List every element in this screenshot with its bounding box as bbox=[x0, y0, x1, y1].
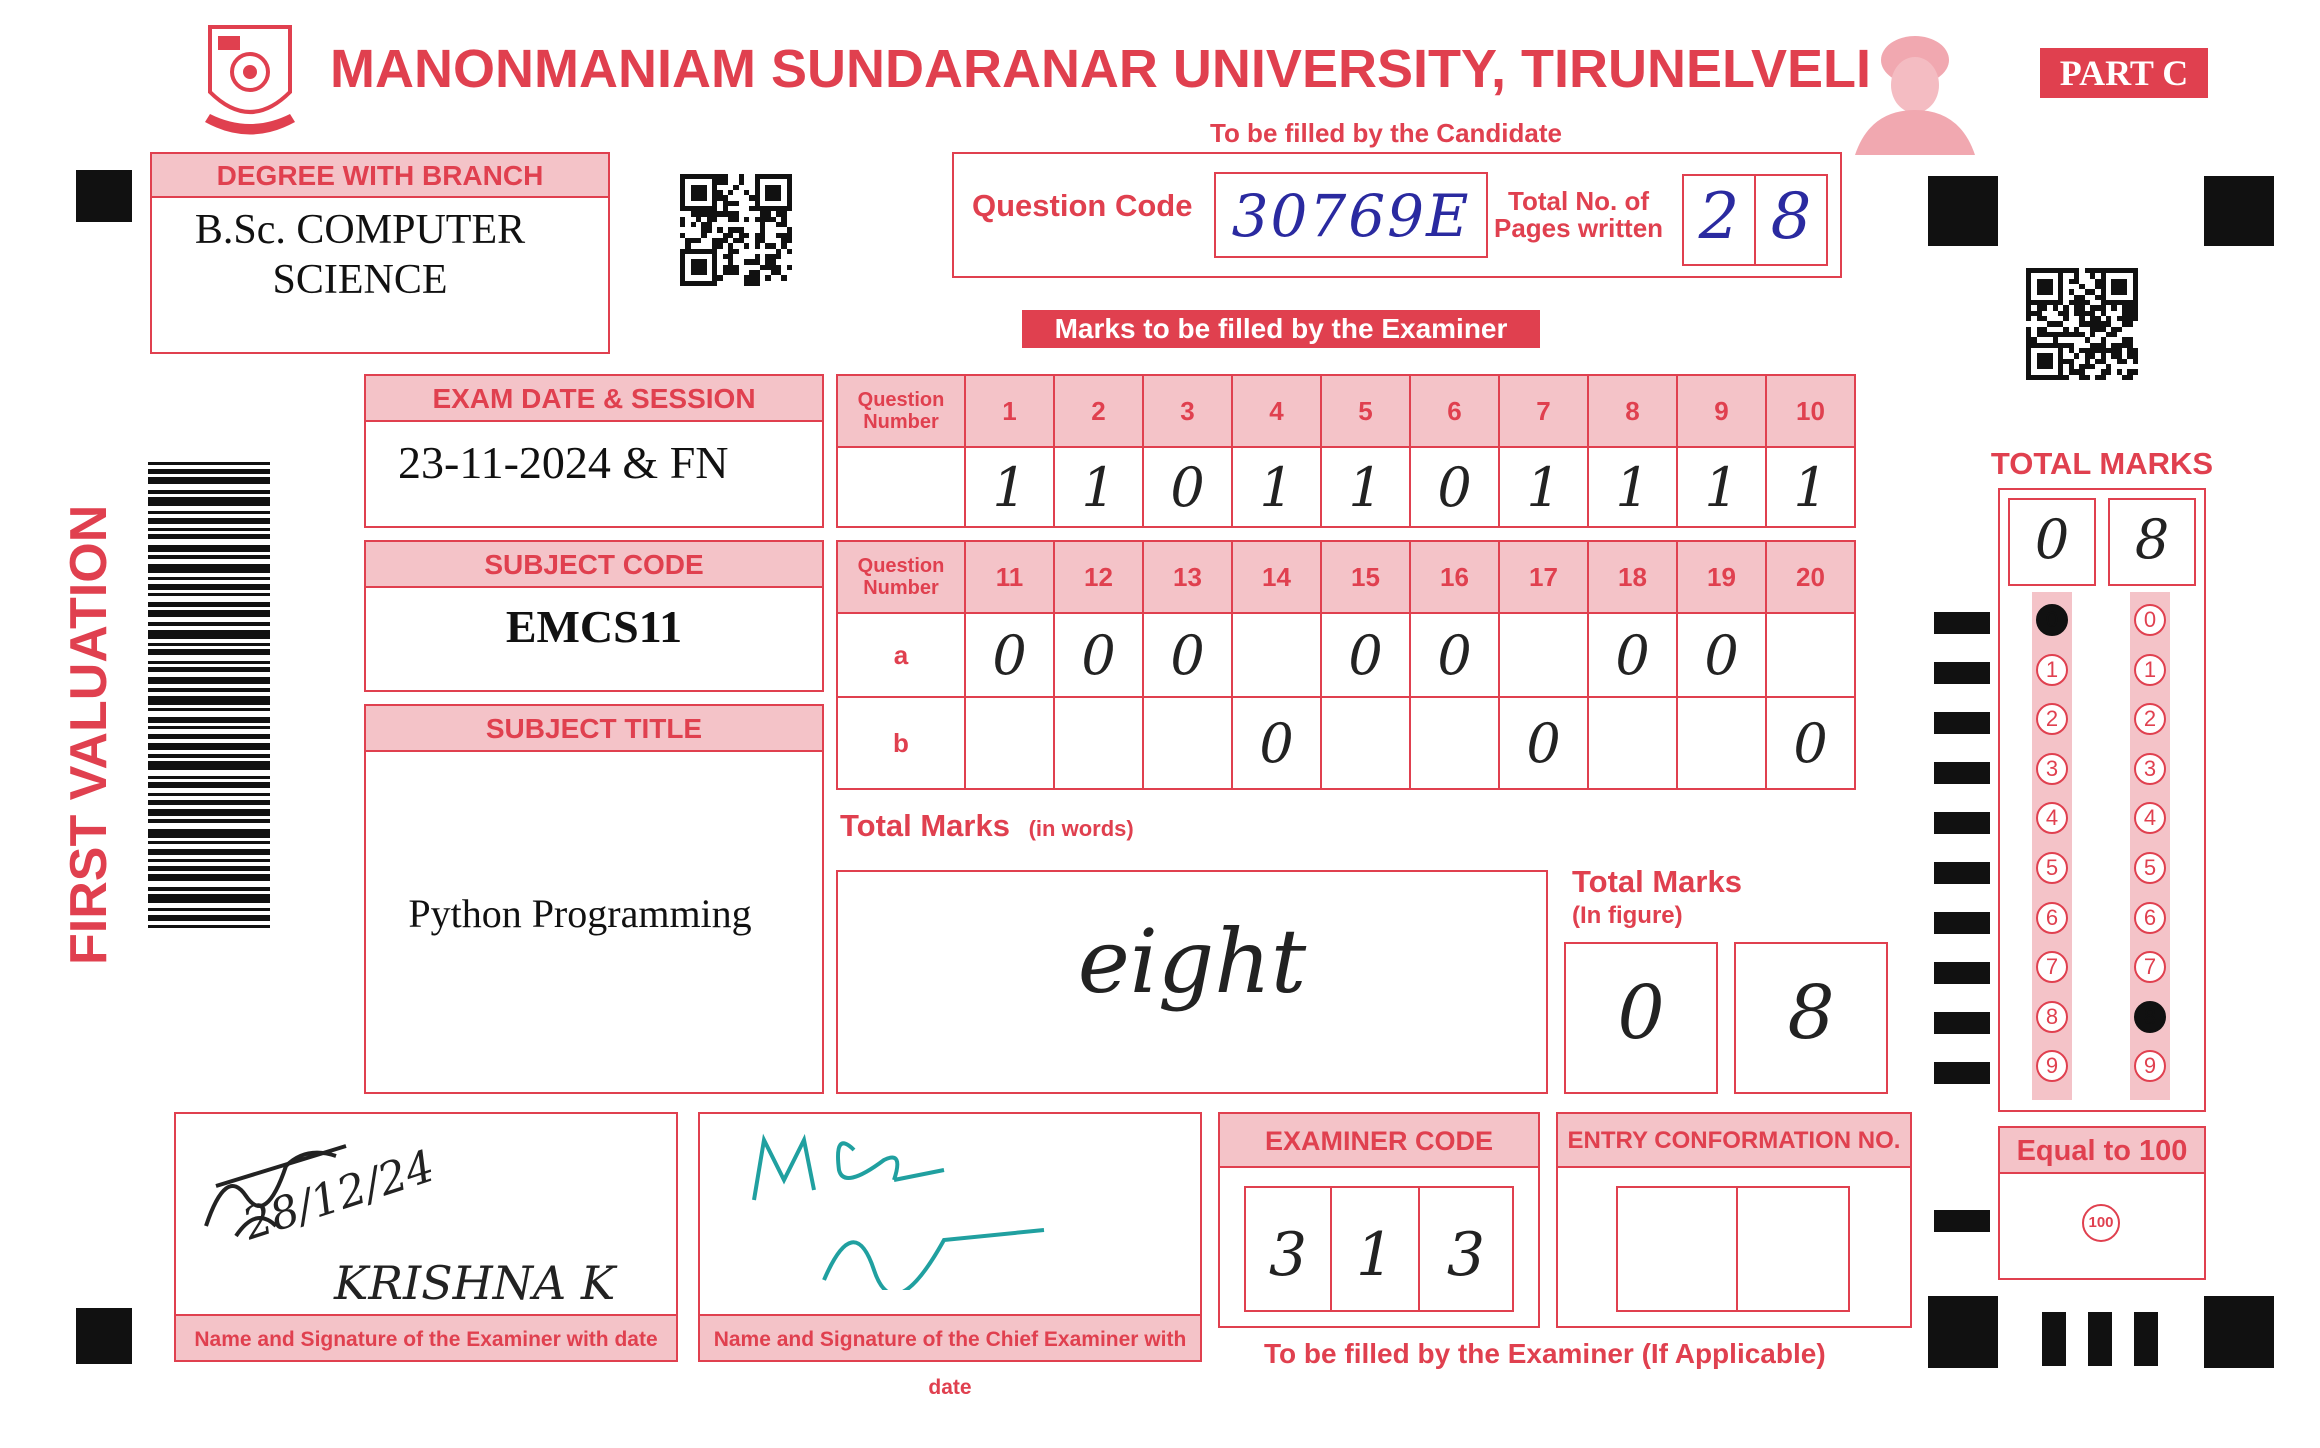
mark-cell-a[interactable]: 0 bbox=[1054, 613, 1143, 697]
mark-cell-a[interactable]: 0 bbox=[1588, 613, 1677, 697]
mark-cell-a[interactable]: 0 bbox=[1410, 613, 1499, 697]
examiner-code-digit3: 3 bbox=[1446, 1220, 1486, 1290]
question-number: 4 bbox=[1232, 375, 1321, 447]
timing-mark bbox=[1934, 712, 1990, 734]
mark-cell[interactable]: 1 bbox=[965, 447, 1054, 527]
barcode-bar bbox=[148, 661, 270, 664]
mark-cell[interactable]: 1 bbox=[1232, 447, 1321, 527]
barcode-bar bbox=[148, 696, 270, 705]
chief-signature-scribble-icon bbox=[744, 1120, 1064, 1295]
omr-bubble-col2[interactable]: 8 bbox=[2134, 1001, 2166, 1033]
omr-bubble-col1[interactable]: 7 bbox=[2036, 951, 2068, 983]
degree-value-line1: B.Sc. COMPUTER bbox=[194, 207, 526, 253]
barcode-bar bbox=[148, 782, 270, 788]
marks-table-1 bbox=[836, 374, 1856, 528]
barcode-bar bbox=[148, 518, 270, 524]
total-words-label bbox=[840, 808, 1134, 844]
mark-cell-b[interactable]: 0 bbox=[1766, 697, 1855, 789]
degree-label: DEGREE WITH BRANCH bbox=[150, 152, 610, 198]
total-words-sub: (in words) bbox=[1028, 816, 1134, 841]
barcode-bar bbox=[148, 643, 270, 646]
mark-cell[interactable]: 1 bbox=[1588, 447, 1677, 527]
mark-cell-a[interactable]: 0 bbox=[1143, 613, 1232, 697]
timing-mark bbox=[1934, 662, 1990, 684]
barcode-bar bbox=[148, 793, 270, 796]
barcode-bar bbox=[148, 829, 270, 838]
pages-digit1: 2 bbox=[1698, 180, 1740, 254]
pages-written-label-line2: Pages written bbox=[1494, 213, 1664, 243]
question-number: 15 bbox=[1321, 541, 1410, 613]
omr-bubble-col1[interactable]: 9 bbox=[2036, 1050, 2068, 1082]
mark-cell-a[interactable] bbox=[1766, 613, 1855, 697]
question-number: 2 bbox=[1054, 375, 1143, 447]
omr-bubble-col1[interactable]: 0 bbox=[2036, 604, 2068, 636]
question-number: 6 bbox=[1410, 375, 1499, 447]
qr-code-icon bbox=[680, 174, 792, 286]
exam-date-label: EXAM DATE & SESSION bbox=[364, 374, 824, 422]
examiner-code-digit2: 1 bbox=[1355, 1220, 1395, 1290]
barcode-bar bbox=[148, 688, 270, 692]
total-figure-digit2: 8 bbox=[1787, 970, 1835, 1056]
mark-cell[interactable]: 1 bbox=[1054, 447, 1143, 527]
barcode-bar bbox=[148, 874, 270, 881]
omr-bubble-col2[interactable]: 7 bbox=[2134, 951, 2166, 983]
registration-mark bbox=[2088, 1312, 2112, 1366]
barcode-bar bbox=[148, 908, 270, 911]
barcode-bar bbox=[148, 490, 270, 494]
question-number: 13 bbox=[1143, 541, 1232, 613]
question-number: 8 bbox=[1588, 375, 1677, 447]
barcode-bar bbox=[148, 593, 270, 596]
chief-signature-caption: Name and Signature of the Chief Examiner with date bbox=[698, 1314, 1202, 1362]
mark-cell[interactable]: 0 bbox=[1143, 447, 1232, 527]
total-words-value: eight bbox=[1077, 910, 1307, 1013]
barcode-bar bbox=[148, 564, 270, 573]
question-number: 18 bbox=[1588, 541, 1677, 613]
barcode-bar bbox=[148, 894, 270, 903]
barcode-bar bbox=[148, 800, 270, 805]
barcode-bar bbox=[148, 761, 270, 770]
subject-code-label: SUBJECT CODE bbox=[364, 540, 824, 588]
question-number-header bbox=[837, 375, 965, 447]
total-figure-label: Total Marks bbox=[1572, 864, 1742, 899]
question-number: 1 bbox=[965, 375, 1054, 447]
mark-cell-a[interactable] bbox=[1232, 613, 1321, 697]
question-number: 20 bbox=[1766, 541, 1855, 613]
degree-value-line2: SCIENCE bbox=[272, 257, 448, 303]
timing-mark bbox=[1934, 1012, 1990, 1034]
barcode-bar bbox=[148, 708, 270, 711]
subject-title-label: SUBJECT TITLE bbox=[364, 704, 824, 752]
mark-cell-a[interactable] bbox=[1499, 613, 1588, 697]
subject-code-value: EMCS11 bbox=[505, 601, 683, 652]
barcode-bar bbox=[148, 915, 270, 921]
mark-cell-a[interactable]: 0 bbox=[965, 613, 1054, 697]
entry-conformation-field1[interactable] bbox=[1616, 1186, 1738, 1312]
empty-cell bbox=[837, 447, 965, 527]
candidate-note: To be filled by the Candidate bbox=[1210, 118, 1562, 148]
question-number: 7 bbox=[1499, 375, 1588, 447]
question-number: 3 bbox=[1143, 375, 1232, 447]
mark-cell-b[interactable] bbox=[1143, 697, 1232, 789]
registration-mark bbox=[76, 1308, 132, 1364]
subject-title-value: Python Programming bbox=[408, 891, 752, 936]
barcode-bar bbox=[148, 841, 270, 844]
question-number-header-line1: Question bbox=[857, 389, 945, 411]
mark-cell-b[interactable] bbox=[1677, 697, 1766, 789]
question-number: 12 bbox=[1054, 541, 1143, 613]
timing-mark bbox=[1934, 812, 1990, 834]
question-number: 10 bbox=[1766, 375, 1855, 447]
mark-cell[interactable]: 1 bbox=[1766, 447, 1855, 527]
omr-bubble-col1[interactable]: 4 bbox=[2036, 802, 2068, 834]
barcode-bar bbox=[148, 528, 270, 531]
mark-cell-b[interactable]: 0 bbox=[1499, 697, 1588, 789]
omr-bubble-col1[interactable]: 3 bbox=[2036, 753, 2068, 785]
barcode-bar bbox=[148, 545, 270, 552]
omr-bubble-col1[interactable]: 8 bbox=[2036, 1001, 2068, 1033]
omr-bubble-col2[interactable]: 3 bbox=[2134, 753, 2166, 785]
examiner-banner: Marks to be filled by the Examiner bbox=[1022, 310, 1540, 348]
bubble-digit1: 0 bbox=[2034, 508, 2070, 571]
barcode-bar bbox=[148, 610, 270, 617]
barcode-bar bbox=[148, 622, 270, 626]
total-figure-digit1: 0 bbox=[1617, 970, 1665, 1056]
total-words-title: Total Marks bbox=[840, 808, 1010, 843]
barcode-icon bbox=[148, 462, 270, 932]
footer-note: To be filled by the Examiner (If Applicable) bbox=[1264, 1338, 1826, 1369]
barcode-bar bbox=[148, 887, 270, 891]
question-number: 14 bbox=[1232, 541, 1321, 613]
total-figure-sub: (In figure) bbox=[1572, 902, 1683, 929]
registration-mark bbox=[1928, 176, 1998, 246]
barcode-bar bbox=[148, 667, 270, 672]
barcode-bar bbox=[148, 849, 270, 855]
examiner-code-digit1: 3 bbox=[1268, 1220, 1308, 1290]
registration-mark bbox=[1928, 1296, 1998, 1368]
timing-mark bbox=[1934, 1210, 1990, 1232]
question-number-header-line1: Question bbox=[857, 555, 945, 577]
omr-bubble-col1[interactable]: 5 bbox=[2036, 852, 2068, 884]
timing-mark bbox=[1934, 1062, 1990, 1084]
omr-bubble-col1[interactable]: 1 bbox=[2036, 654, 2068, 686]
pages-written-label bbox=[1494, 188, 1663, 242]
barcode-bar bbox=[148, 477, 270, 484]
barcode-bar bbox=[148, 555, 270, 559]
examiner-code-label: EXAMINER CODE bbox=[1218, 1112, 1540, 1168]
mark-cell-a[interactable]: 0 bbox=[1321, 613, 1410, 697]
mark-cell[interactable]: 1 bbox=[1677, 447, 1766, 527]
part-badge: PART C bbox=[2040, 48, 2208, 98]
question-number: 5 bbox=[1321, 375, 1410, 447]
question-number: 9 bbox=[1677, 375, 1766, 447]
barcode-bar bbox=[148, 677, 270, 684]
timing-mark bbox=[1934, 862, 1990, 884]
registration-mark bbox=[2042, 1312, 2066, 1366]
question-number: 17 bbox=[1499, 541, 1588, 613]
barcode-bar bbox=[148, 649, 270, 655]
omr-bubble-col2[interactable]: 5 bbox=[2134, 852, 2166, 884]
timing-mark bbox=[1934, 962, 1990, 984]
omr-bubble-col2[interactable]: 0 bbox=[2134, 604, 2166, 636]
question-number: 19 bbox=[1677, 541, 1766, 613]
row-b-label: b bbox=[837, 697, 965, 789]
qr-module bbox=[787, 281, 792, 286]
omr-bubble-col1[interactable]: 6 bbox=[2036, 902, 2068, 934]
omr-bubble-col1[interactable]: 2 bbox=[2036, 703, 2068, 735]
barcode-bar bbox=[148, 462, 270, 465]
mark-cell[interactable]: 0 bbox=[1410, 447, 1499, 527]
barcode-bar bbox=[148, 717, 270, 723]
mark-cell-b[interactable]: 0 bbox=[1232, 697, 1321, 789]
marks-table-2 bbox=[836, 540, 1856, 790]
examiner-signature-caption: Name and Signature of the Examiner with date bbox=[174, 1314, 678, 1362]
bubble-digit2: 8 bbox=[2134, 508, 2170, 571]
qr-module bbox=[2133, 375, 2138, 380]
registration-mark bbox=[2134, 1312, 2158, 1366]
barcode-bar bbox=[148, 819, 270, 823]
pages-digit2: 8 bbox=[1770, 180, 1812, 254]
question-number-header-line2: Number bbox=[863, 577, 939, 599]
entry-conformation-field2[interactable] bbox=[1736, 1186, 1850, 1312]
barcode-bar bbox=[148, 809, 270, 816]
pages-written-label-line1: Total No. of bbox=[1508, 186, 1650, 216]
barcode-bar bbox=[148, 866, 270, 871]
exam-date-value: 23-11-2024 & FN bbox=[398, 437, 729, 488]
registration-mark bbox=[76, 170, 132, 222]
mark-cell-b[interactable] bbox=[1588, 697, 1677, 789]
question-number: 16 bbox=[1410, 541, 1499, 613]
university-title: MANONMANIAM SUNDARANAR UNIVERSITY, TIRUNELVELI bbox=[330, 39, 1872, 99]
barcode-bar bbox=[148, 602, 270, 607]
mark-cell-b[interactable] bbox=[1321, 697, 1410, 789]
examiner-signature-date: 28/12/24 bbox=[236, 1140, 441, 1251]
barcode-bar bbox=[148, 469, 270, 474]
timing-mark bbox=[1934, 762, 1990, 784]
registration-mark bbox=[2204, 176, 2274, 246]
mark-cell-b[interactable] bbox=[965, 697, 1054, 789]
barcode-bar bbox=[148, 925, 270, 928]
mark-cell[interactable]: 1 bbox=[1321, 447, 1410, 527]
qr-code-icon bbox=[2026, 268, 2138, 380]
barcode-bar bbox=[148, 726, 270, 729]
barcode-bar bbox=[148, 743, 270, 750]
question-code-label: Question Code bbox=[972, 188, 1193, 223]
question-number-header-line2: Number bbox=[863, 411, 939, 433]
barcode-bar bbox=[148, 497, 270, 506]
mark-cell-b[interactable] bbox=[1410, 697, 1499, 789]
university-emblem-icon bbox=[200, 22, 300, 142]
equal-100-bubble[interactable]: 100 bbox=[2082, 1204, 2120, 1242]
barcode-bar bbox=[148, 534, 270, 539]
row-a-label: a bbox=[837, 613, 965, 697]
mark-cell-b[interactable] bbox=[1054, 697, 1143, 789]
total-marks-bubble-label: TOTAL MARKS bbox=[1990, 446, 2214, 481]
portrait-icon bbox=[1850, 30, 1980, 155]
barcode-bar bbox=[148, 754, 270, 758]
barcode-bar bbox=[148, 511, 270, 514]
registration-mark bbox=[2204, 1296, 2274, 1368]
barcode-bar bbox=[148, 734, 270, 739]
barcode-bar bbox=[148, 859, 270, 862]
barcode-bar bbox=[148, 577, 270, 580]
question-number: 11 bbox=[965, 541, 1054, 613]
examiner-signature-name: KRISHNA K bbox=[334, 1256, 616, 1310]
question-code-value: 30769E bbox=[1231, 182, 1471, 250]
omr-bubble-col2[interactable]: 2 bbox=[2134, 703, 2166, 735]
first-valuation-label: FIRST VALUATION bbox=[60, 504, 118, 965]
entry-conformation-label: ENTRY CONFORMATION NO. bbox=[1556, 1112, 1912, 1168]
omr-bubble-col2[interactable]: 1 bbox=[2134, 654, 2166, 686]
timing-mark bbox=[1934, 912, 1990, 934]
timing-mark bbox=[1934, 612, 1990, 634]
barcode-bar bbox=[148, 630, 270, 639]
question-number-header bbox=[837, 541, 965, 613]
mark-cell[interactable]: 1 bbox=[1499, 447, 1588, 527]
omr-bubble-col2[interactable]: 9 bbox=[2134, 1050, 2166, 1082]
omr-bubble-col2[interactable]: 4 bbox=[2134, 802, 2166, 834]
equal-100-label: Equal to 100 bbox=[1998, 1126, 2206, 1174]
barcode-bar bbox=[148, 776, 270, 779]
omr-bubble-col2[interactable]: 6 bbox=[2134, 902, 2166, 934]
barcode-bar bbox=[148, 584, 270, 590]
mark-cell-a[interactable]: 0 bbox=[1677, 613, 1766, 697]
